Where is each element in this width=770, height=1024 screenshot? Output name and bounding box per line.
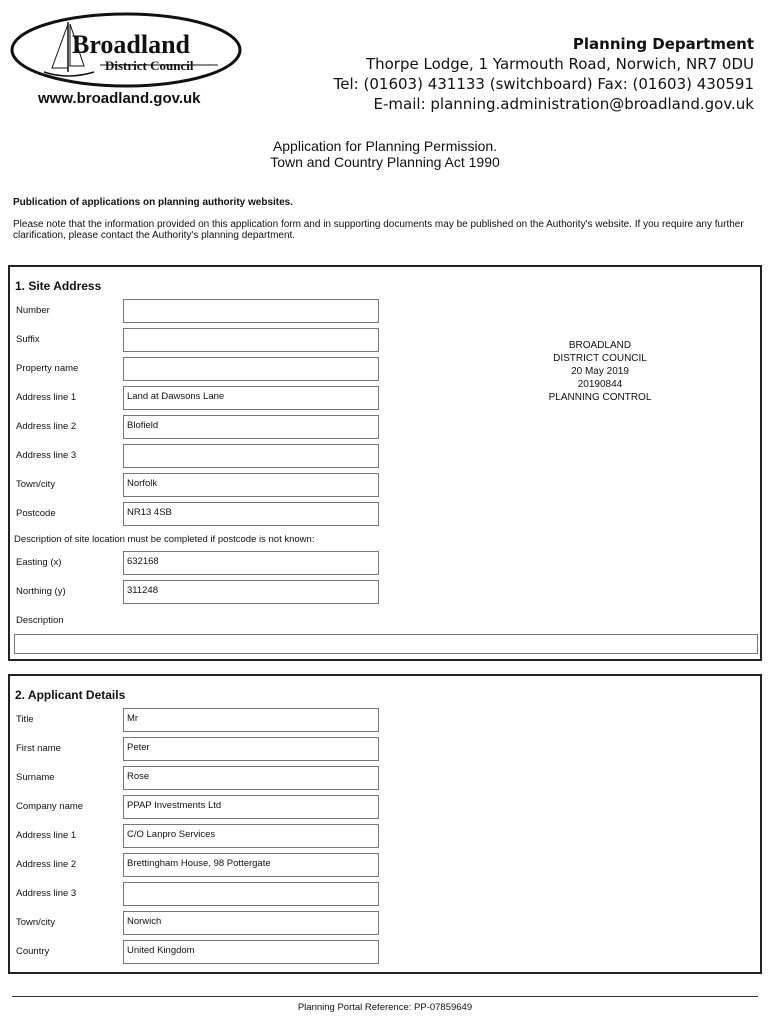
publication-heading: Publication of applications on planning authority websites. — [13, 197, 294, 208]
description-field[interactable] — [14, 634, 758, 654]
stamp-line-4: 20190844 — [577, 379, 623, 390]
surname-field[interactable]: Rose — [123, 766, 379, 790]
department-email: E-mail: planning.administration@broadland.gov.uk — [373, 95, 754, 113]
property-name-field[interactable] — [123, 357, 379, 381]
title-label: Title — [16, 714, 34, 725]
received-stamp — [530, 339, 670, 404]
applicant-address-line-2-label: Address line 2 — [16, 859, 77, 870]
section-heading: 1. Site Address — [15, 279, 102, 293]
address-line-1-field[interactable]: Land at Dawsons Lane — [123, 386, 379, 410]
stamp-line-2: DISTRICT COUNCIL — [553, 353, 647, 364]
stamp-line-3: 20 May 2019 — [571, 366, 629, 377]
section-heading: 2. Applicant Details — [15, 688, 126, 702]
northing-field[interactable]: 311248 — [123, 580, 379, 604]
easting-label: Easting (x) — [16, 557, 62, 568]
footer-divider — [12, 996, 758, 997]
company-name-field[interactable]: PPAP Investments Ltd — [123, 795, 379, 819]
applicant-address-line-3-field[interactable] — [123, 882, 379, 906]
northing-label: Northing (y) — [16, 586, 66, 597]
site-address-section — [8, 265, 762, 661]
address-line-2-label: Address line 2 — [16, 421, 77, 432]
applicant-address-line-1-label: Address line 1 — [16, 830, 77, 841]
postcode-label: Postcode — [16, 508, 56, 519]
stamp-line-5: PLANNING CONTROL — [548, 392, 652, 403]
number-field[interactable] — [123, 299, 379, 323]
first-name-label: First name — [16, 743, 61, 754]
applicant-address-line-3-label: Address line 3 — [16, 888, 77, 899]
first-name-field[interactable]: Peter — [123, 737, 379, 761]
title-line-1: Application for Planning Permission. — [272, 138, 498, 154]
logo-name: Broadland — [72, 30, 191, 59]
country-field[interactable]: United Kingdom — [123, 940, 379, 964]
suffix-field[interactable] — [123, 328, 379, 352]
number-label: Number — [16, 305, 50, 316]
surname-label: Surname — [16, 772, 55, 783]
address-line-3-label: Address line 3 — [16, 450, 77, 461]
publication-text: Please note that the information provided on this application form and in supporting documents may be published on the Authority's website. If you require any further clarification, please contact the Authority's planning department. — [13, 219, 744, 241]
stamp-line-1: BROADLAND — [568, 340, 632, 351]
portal-reference: Planning Portal Reference: PP-07859649 — [297, 1002, 473, 1013]
town-field[interactable]: Norfolk — [123, 473, 379, 497]
applicant-details-section — [8, 674, 762, 974]
applicant-town-label: Town/city — [16, 917, 56, 928]
application-title — [0, 138, 770, 170]
location-note: Description of site location must be completed if postcode is not known: — [14, 534, 315, 545]
applicant-town-field[interactable]: Norwich — [123, 911, 379, 935]
department-title: Planning Department — [572, 35, 754, 53]
property-name-label: Property name — [16, 363, 79, 374]
address-line-3-field[interactable] — [123, 444, 379, 468]
suffix-label: Suffix — [16, 334, 40, 345]
department-address: Thorpe Lodge, 1 Yarmouth Road, Norwich, NR7 0DU — [365, 55, 754, 73]
address-line-1-label: Address line 1 — [16, 392, 77, 403]
address-line-2-field[interactable]: Blofield — [123, 415, 379, 439]
applicant-address-line-2-field[interactable]: Brettingham House, 98 Pottergate — [123, 853, 379, 877]
town-label: Town/city — [16, 479, 56, 490]
description-label: Description — [16, 615, 64, 626]
easting-field[interactable]: 632168 — [123, 551, 379, 575]
department-phones: Tel: (01603) 431133 (switchboard) Fax: (01603) 430591 — [333, 75, 754, 93]
logo-subtitle: District Council — [105, 58, 194, 73]
company-name-label: Company name — [16, 801, 84, 812]
title-line-2: Town and Country Planning Act 1990 — [270, 154, 500, 170]
title-field[interactable]: Mr — [123, 708, 379, 732]
website-link[interactable]: www.broadland.gov.uk — [38, 90, 201, 107]
applicant-address-line-1-field[interactable]: C/O Lanpro Services — [123, 824, 379, 848]
country-label: Country — [16, 946, 50, 957]
department-contact — [334, 34, 754, 114]
postcode-field[interactable]: NR13 4SB — [123, 502, 379, 526]
